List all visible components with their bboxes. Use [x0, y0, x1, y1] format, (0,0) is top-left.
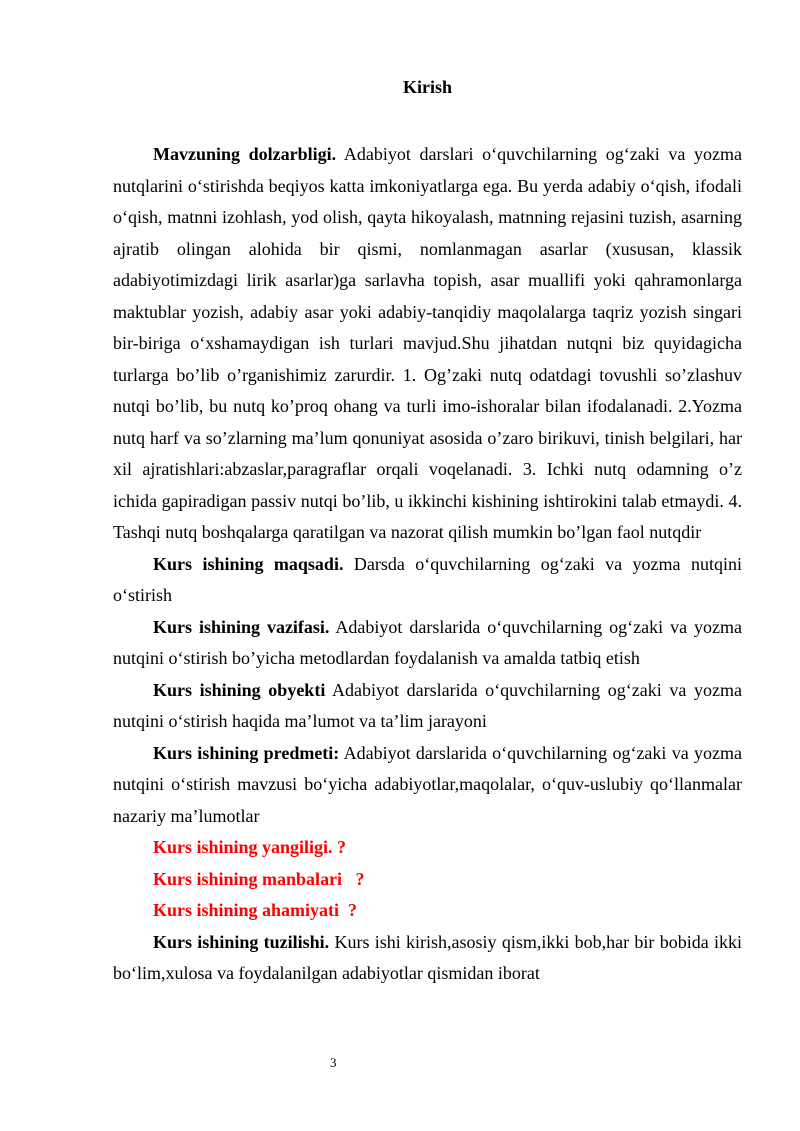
page-number: 3: [330, 1055, 337, 1070]
paragraph-lead: Kurs ishining ahamiyati ?: [153, 900, 358, 920]
paragraph-text: Adabiyot darslarida o‘quvchilarning og‘zaki va yozma nutqini o‘stirish bo’yicha metodlardan foydalanish va amalda tatbiq etish: [113, 616, 742, 668]
paragraph-lead: Kurs ishining vazifasi.: [153, 616, 330, 637]
paragraph-dolzarbligi: [113, 139, 742, 549]
paragraph-maqsadi: [113, 549, 742, 612]
paragraph-yangiligi: [113, 832, 742, 864]
paragraph-predmeti: [113, 738, 742, 833]
paragraph-text: Adabiyot darslarida o‘quvchilarning og‘zaki va yozma nutqini o‘stirish haqida ma’lumot va ta’lim jarayoni: [113, 679, 742, 731]
paragraph-lead: Kurs ishining manbalari ?: [153, 868, 365, 889]
document-body: [113, 139, 742, 990]
paragraph-lead: Kurs ishining tuzilishi.: [153, 931, 330, 952]
paragraph-text: Kurs ishi kirish,asosiy qism,ikki bob,har bir bobida ikki bo‘lim,xulosa va foydalanilgan adabiyotlar qismidan iborat: [113, 931, 742, 983]
paragraph-lead: Kurs ishining yangiligi. ?: [153, 837, 347, 857]
paragraph-lead: Mavzuning dolzarbligi.: [153, 144, 337, 164]
paragraph-lead: Kurs ishining predmeti:: [153, 742, 340, 763]
paragraph-lead: Kurs ishining maqsadi.: [153, 553, 344, 574]
paragraph-obyekti: [113, 675, 742, 738]
paragraph-vazifasi: [113, 612, 742, 675]
paragraph-text: Adabiyot darslari o‘quvchilarning og‘zaki va yozma nutqlarini o‘stirishda beqiyos katta imkoniyatlarga ega. Bu yerda adabiy o‘qish, ifodali o‘qish, matnni izohlash, yod olish, qayta hikoyalash, matnning rejasini tuzish, asarning ajratib olingan alohida bir qismi, nomlanmagan asarlar (xususan, klassik adabiyotimizdagi lirik asarlar)ga sarlavha topish, asar muallifi yoki qahramonlarga maktublar yozish, adabiy asar yoki adabiy-tanqidiy maqolalarga taqriz yozish singari bir-biriga o‘xshamaydigan ish turlari mavjud.Shu jihatdan nutqni biz quyidagicha turlarga bo’lib o’rganishimiz zarurdir. 1. Og’zaki nutq odatdagi tovushli so’zlashuv nutqi bo’lib, bu nutq ko’proq ohang va turli imo-ishoralar bilan ifodalanadi. 2.Yozma nutq harf va so’zlarning ma’lum qonuniyat asosida o’zaro birikuvi, tinish belgilari, har xil ajratishlari:abzaslar,paragraflar orqali voqelanadi. 3. Ichki nutq odamning o’z ichida gapiradigan passiv nutqi bo’lib, u ikkinchi kishining ishtirokini talab etmaydi. 4. Tashqi nutq boshqalarga qaratilgan va nazorat qilish mumkin bo’lgan faol nutqdir: [113, 144, 742, 542]
paragraph-ahamiyati: [113, 895, 742, 927]
paragraph-manbalari: [113, 864, 742, 896]
paragraph-text: Adabiyot darslarida o‘quvchilarning og‘zaki va yozma nutqini o‘stirish mavzusi bo‘yicha adabiyotlar,maqolalar, o‘quv-uslubiy qo‘llanmalar nazariy ma’lumotlar: [113, 742, 743, 826]
page-title: Kirish: [402, 77, 452, 97]
paragraph-tuzilishi: [113, 927, 742, 990]
paragraph-text: Darsda o‘quvchilarning og‘zaki va yozma nutqini o‘stirish: [113, 553, 742, 605]
paragraph-lead: Kurs ishining obyekti: [153, 679, 326, 700]
